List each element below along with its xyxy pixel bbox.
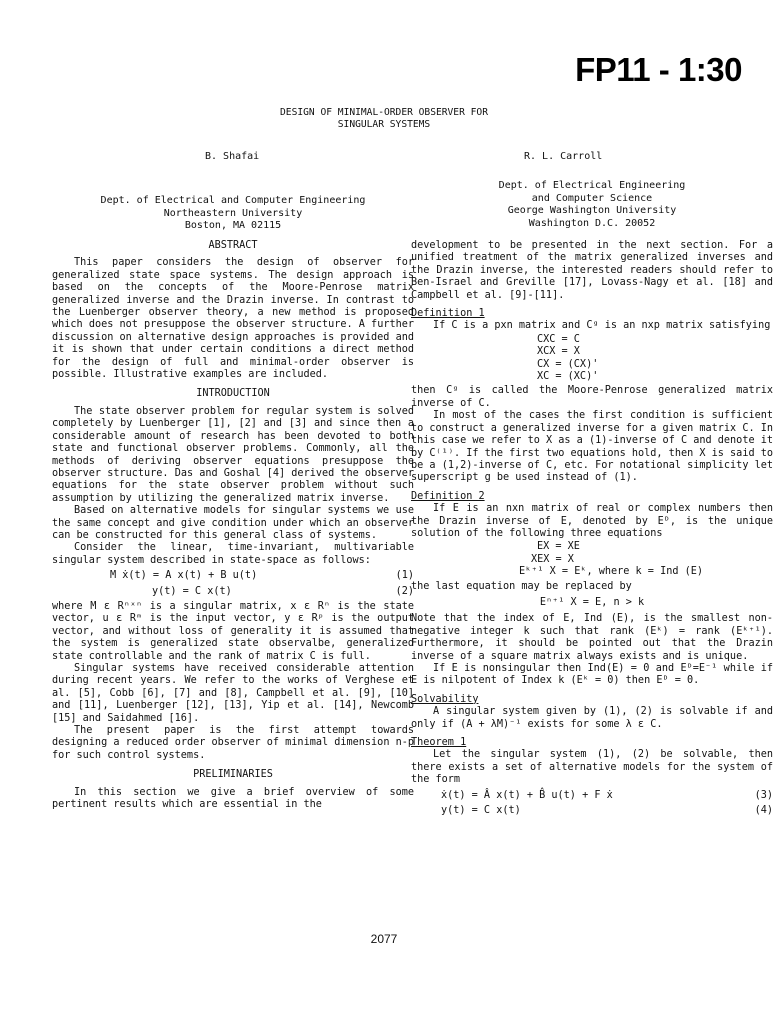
definition-equation: XC = (XC)': [537, 371, 599, 383]
page-number: 2077: [370, 932, 398, 946]
abstract-heading: ABSTRACT: [208, 240, 258, 251]
preliminaries-heading: PRELIMINARIES: [193, 769, 273, 781]
abstract-text: This paper considers the design of observer for generalized state space systems. The design approach is based on the concepts of the Moore-Penrose matrix generalized inverse and the Drazin inverse. In contrast to the Luenberger observer theory, a new method is proposed which does not presuppose the observer structure. A further discussion on alternative design approaches is provided and it is shown that under certain conditions a direct method for the design of full and minimal-order observer is possible. Illustrative examples are included.: [52, 257, 414, 381]
session-code: FP11 - 1:30: [575, 51, 742, 88]
definition-2-heading: Definition 2: [411, 490, 485, 502]
preliminaries-paragraph: In this section we give a brief overview of some pertinent results which are essential in the: [52, 786, 414, 811]
affiliation-line: Northeastern University: [163, 207, 303, 219]
intro-paragraph: Consider the linear, time-invariant, multivariable singular system described in state-space as follows:: [52, 542, 414, 566]
paper-title: [0, 107, 768, 131]
definition-2-note: Note that the index of E, Ind (E), is the smallest non-negative integer k such that rank (Eᵏ) = rank (Eᵏ⁺¹). Furthermore, it should be pointed out that the Drazin inverse of a square matrix always exists and is unique.: [411, 613, 773, 662]
left-column: [52, 240, 414, 811]
affiliation-line: George Washington University: [507, 205, 677, 217]
affiliation-line: Dept. of Electrical Engineering: [498, 180, 686, 191]
equation-1-body: M ẋ(t) = A x(t) + B u(t): [110, 570, 258, 582]
affiliation-line: and Computer Science: [531, 192, 653, 204]
definition-2-equations: [411, 541, 773, 578]
definition-equation: EX = XE: [537, 541, 580, 553]
definition-equation: Eᵏ⁺¹ X = Eᵏ, where k = Ind (E): [519, 566, 704, 578]
definition-equation: CX = (CX)': [537, 358, 599, 370]
intro-paragraph: Based on alternative models for singular systems we use the same concept and give condition under which an observer can be constructed for this general class of systems.: [52, 505, 414, 541]
affiliation-right: [411, 180, 773, 230]
affiliation-line: Dept. of Electrical and Computer Engineering: [100, 195, 366, 206]
affiliation-line: Boston, MA 02115: [184, 220, 282, 232]
equation-3: [411, 790, 773, 802]
definition-equation: CXC = C: [537, 333, 580, 345]
equation-2-number: (2): [395, 585, 414, 597]
equation-4: [411, 805, 773, 817]
continued-paragraph: development to be presented in the next section. For a unified treatment of the matrix generalized inverses and the Drazin inverse, the interested readers should refer to Ben-Israel and Greville [17], Lovass-Nagy et al. [18] and Campbell et al. [9]-[11].: [411, 240, 773, 301]
author-left: B. Shafai: [205, 151, 260, 162]
definition-2-equation-4: Eⁿ⁺¹ X = E, n > k: [539, 596, 645, 608]
definition-1-equations: [411, 334, 773, 384]
equation-3-body: ẋ(t) = Â x(t) + B̂ u(t) + F ẋ: [441, 789, 613, 801]
affiliation-line: Washington D.C. 20052: [528, 217, 656, 229]
definition-1-paragraph: In most of the cases the first condition is sufficient to construct a generalized inverse for a given matrix C. In this case we refer to X as a (1)-inverse of C and denote it by C⁽¹⁾. If the first two equations hold, then X is said to be a (1,2)-inverse of C, etc. For notational simplicity let superscript g be used instead of (1).: [411, 410, 773, 484]
definition-equation: XCX = X: [537, 346, 580, 358]
equation-2-body: y(t) = C x(t): [152, 585, 232, 597]
title-line-1: DESIGN OF MINIMAL-ORDER OBSERVER FOR: [280, 107, 488, 118]
equation-3-number: (3): [754, 789, 773, 801]
equation-1: [52, 570, 414, 582]
solvability-heading: Solvability: [411, 693, 479, 705]
solvability-text: A singular system given by (1), (2) is solvable if and only if (A + λM)⁻¹ exists for some λ ε C.: [411, 706, 773, 730]
intro-paragraph: Singular systems have received considerable attention during recent years. We refer to the works of Verghese et al. [5], Cobb [6], [7] and [8], Campbell et al. [9], [10] and [11], Luenberger [12], [13], Yip et al. [14], Newcomb [15] and Saidahmed [16].: [52, 663, 414, 724]
theorem-1-text: Let the singular system (1), (2) be solvable, then there exists a set of alternative models for the system of the form: [411, 749, 773, 786]
definition-2-paragraph: If E is nonsingular then Ind(E) = 0 and Eᴰ=E⁻¹ while if E is nilpotent of Index k (Eᵏ = 0) then Eᴰ = 0.: [411, 663, 773, 687]
intro-paragraph: The state observer problem for regular system is solved completely by Luenberger [1], [2] and [3] and since then a considerable amount of research has been devoted to both state and functional observer problems. Commonly, all the methods of deriving observer equations presuppose the observer structure. Das and Goshal [4] derived the observer equations for the state observer problem without such assumption by utilizing the generalized matrix inverse.: [52, 405, 414, 504]
right-column: [411, 240, 773, 820]
definition-1-text: If C is a pxn matrix and Cᵍ is an nxp matrix satisfying: [433, 320, 771, 332]
intro-paragraph: The present paper is the first attempt towards designing a reduced order observer of minimal dimension n-p for such control systems.: [52, 725, 414, 761]
introduction-heading: INTRODUCTION: [196, 388, 270, 400]
equation-1-number: (1): [395, 570, 414, 582]
title-line-2: SINGULAR SYSTEMS: [337, 119, 431, 130]
definition-2-text: If E is an nxn matrix of real or complex numbers then the Drazin inverse of E, denoted by Eᴰ, is the unique solution of the following three equations: [411, 503, 773, 539]
equation-4-body: y(t) = C x(t): [441, 805, 521, 817]
theorem-1-heading: Theorem 1: [411, 737, 467, 749]
equation-4-number: (4): [754, 805, 773, 817]
definition-1-after: then Cᵍ is called the Moore-Penrose generalized matrix inverse of C.: [411, 385, 773, 409]
definition-equation: XEX = X: [531, 553, 574, 565]
where-paragraph: where M ε Rⁿˣⁿ is a singular matrix, x ε Rⁿ is the state vector, u ε Rᵐ is the input vector, y ε Rᵖ is the output vector, and without loss of generality it is assumed that the system is generalized state observalbe, generalized state controllable and the rank of matrix C is full.: [52, 600, 414, 662]
affiliation-left: [52, 195, 414, 233]
definition-2-replace: the last equation may be replaced by: [411, 580, 632, 592]
author-right: R. L. Carroll: [524, 151, 603, 162]
definition-1-heading: Definition 1: [411, 308, 485, 320]
equation-2: [52, 586, 414, 598]
